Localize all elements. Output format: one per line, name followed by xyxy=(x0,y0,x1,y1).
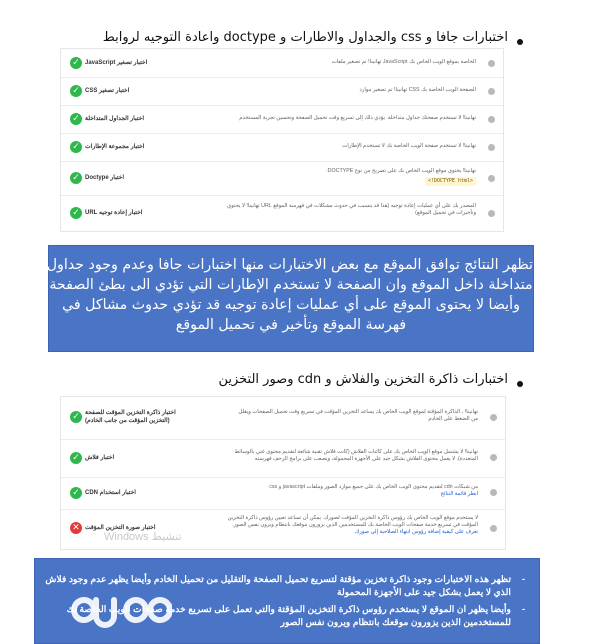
test-desc xyxy=(183,409,478,423)
info-icon[interactable] xyxy=(488,144,495,151)
test-row-page-cache xyxy=(61,397,505,440)
test-desc xyxy=(183,449,478,463)
results-list-link[interactable]: انظر قائمة النتائج xyxy=(440,491,478,497)
test-row-frameset xyxy=(61,133,503,162)
test-desc xyxy=(221,59,476,66)
summary-callout-1 xyxy=(48,245,534,352)
test-row-url-redirect xyxy=(61,195,503,231)
test-name: اختبار مجموعة الإطارات xyxy=(85,144,145,150)
check-icon: ✓ xyxy=(70,207,82,219)
section2-test-panel xyxy=(60,396,506,550)
check-icon: ✓ xyxy=(70,452,82,464)
test-desc-line: تهانينا! لا تستخدم صفحة الويب الخاصة بك لا تستخدم الإطارات xyxy=(342,143,476,149)
test-row-nested-tables xyxy=(61,105,503,134)
test-desc-line: المتعددة). لا يعمل محتوى الفلاش بشكل جيد على الأجهزة المحمولة، ويصعب على برامج الزحف فهرسته xyxy=(254,456,478,462)
test-desc-line: تهانينا! لا تستخدم صفحتك جداول متداخلة. يؤدي ذلك إلى تسريع وقت تحميل الصفحة وتحسين تجربة المستخدم xyxy=(239,115,476,121)
info-icon[interactable] xyxy=(488,210,495,217)
test-name: اختبار تصغير JavaScript xyxy=(85,60,148,66)
section1-test-panel xyxy=(60,48,504,232)
dash-icon: - xyxy=(521,574,525,584)
test-desc-line: المؤقت في تسريع خدمة صفحات الويب الخاصة بك للمستخدمين الذين يزورون موقعك بانتظام ويرون نفس الصور. xyxy=(232,522,478,528)
test-desc-line: المصدر بك على أي عمليات إعادة توجيه (هذا قد يتسبب في حدوث مشكلات في فهرسة الموقع URL تهانينا! لا يحتوي xyxy=(227,203,476,209)
cross-icon: ✕ xyxy=(70,522,82,534)
check-icon: ✓ xyxy=(70,113,82,125)
section2-heading: اختبارات ذاكرة التخزين والفلاش و cdn وصور التخزين xyxy=(218,372,508,387)
test-desc-line: لا يستخدم موقع الويب الخاص بك رؤوس ذاكرة التخزين المؤقت لصورك. يمكن أن تساعد تعيين رؤوس ذاكرة التخزين xyxy=(227,515,478,521)
test-desc xyxy=(203,484,478,498)
test-desc-line: من شبكات cdn لتقديم محتوى الويب الخاص بك على جميع موارد الصور وملفات javascript و css xyxy=(269,484,478,490)
test-name: اختبار إعادة توجيه URL xyxy=(85,210,143,216)
info-icon[interactable] xyxy=(488,60,495,67)
test-desc-line: وتأخيرات في تحميل الموقع) xyxy=(415,210,476,216)
bullet-icon xyxy=(517,381,523,387)
info-icon[interactable] xyxy=(488,88,495,95)
info-icon[interactable] xyxy=(490,414,497,421)
test-name: اختبار الجداول المتداخلة xyxy=(85,116,145,122)
windows-activation-watermark: تنشيط Windows xyxy=(104,531,182,543)
test-desc-line: من الضغط على الخادم xyxy=(428,416,478,422)
info-icon[interactable] xyxy=(490,525,497,532)
test-name: اختبار استخدام CDN xyxy=(85,490,136,496)
callout-item: - تظهر هذه الاختبارات وجود ذاكرة تخزين مؤقتة لتسريع تحميل الصفحة والتقليل من تحميل الخادم وأيضا يظهر عدم وجود فلاش الذي لا يعمل بشكل جيد على الأجهزة المحمولة xyxy=(45,574,525,597)
test-desc-line: الخاصة بموقع الويب الخاص بك JavaScript تهانينا! تم تصغير ملفات xyxy=(331,59,476,65)
callout-item: - وأيضا يظهر ان الموقع لا يستخدم رؤوس ذاكرة التخزين المؤقتة والتي تعمل على تسريع خدمة صفحات الويب الخاصة بك للمستخدمين الذين يزورون موقعك بانتظام ويرون نفس الصور xyxy=(66,604,525,627)
test-name: اختبار Doctype xyxy=(85,175,125,181)
check-icon: ✓ xyxy=(70,487,82,499)
test-name: اختبار صورة التخزين المؤقت xyxy=(85,525,156,531)
info-icon[interactable] xyxy=(490,489,497,496)
test-name: اختبار ذاكرة التخزين المؤقت للصفحة (التخزين المؤقت من جانب الخادم) xyxy=(85,410,176,424)
test-row-css-minify xyxy=(61,77,503,106)
dash-icon: - xyxy=(521,604,525,614)
test-row-cdn xyxy=(61,477,505,510)
callout-line: فهرسة الموقع وتأخير في تحميل الموقع xyxy=(175,317,407,333)
test-desc-line: تهانينا! يحتوي موقع الويب الخاص بك على تصريح من نوع DOCTYPE: xyxy=(326,168,476,174)
callout-line: تظهر النتائج توافق الموقع مع بعض الاختبارات منها اختبارات جافا وعدم وجود جداول xyxy=(46,257,533,273)
test-desc-line: تهانينا! ، الذاكرة المؤقتة لموقع الويب الخاص بك يساعد التخزين المؤقت في تسريع وقت تحميل الصفحات ويقلل xyxy=(238,409,478,415)
test-desc xyxy=(221,143,476,150)
test-name: اختبار فلاش xyxy=(85,455,115,461)
test-row-doctype xyxy=(61,161,503,196)
info-icon[interactable] xyxy=(490,454,497,461)
info-icon[interactable] xyxy=(488,116,495,123)
test-row-image-cache xyxy=(61,509,505,549)
check-icon: ✓ xyxy=(70,57,82,69)
test-desc-line: الصفحة الويب الخاصة بك CSS تهانينا! تم تصغير موارد xyxy=(359,87,476,93)
test-desc-line: تهانينا! لا يشتمل موقع الويب الخاص بك على كائنات الفلاش (كانت فلاش تقنية شائعة لتقديم محتوى غني بالوسائط xyxy=(234,449,478,455)
check-icon: ✓ xyxy=(70,172,82,184)
test-desc xyxy=(211,168,476,186)
test-desc xyxy=(191,515,478,536)
check-icon: ✓ xyxy=(70,141,82,153)
test-row-flash xyxy=(61,439,505,478)
check-icon: ✓ xyxy=(70,85,82,97)
test-desc xyxy=(201,203,476,217)
callout-line: وأيضا لا يحتوى الموقع على أي عمليات إعادة توجيه قد تؤدي حدوث مشاكل في xyxy=(62,297,520,313)
test-name: اختبار تصغير CSS xyxy=(85,88,130,94)
info-icon[interactable] xyxy=(488,175,495,182)
bullet-icon xyxy=(517,39,523,45)
callout-line: متداخلة داخل الموقع وان الصفحة لا تستخدم الإطارات التي تؤدي الى بطئ الصفحة xyxy=(49,277,533,293)
doctype-code: <!DOCTYPE html> xyxy=(425,177,476,186)
logo-watermark-icon xyxy=(60,570,172,634)
test-desc xyxy=(181,115,476,122)
learn-expires-headers-link[interactable]: تعرف على كيفية إضافة رؤوس انتهاء الصلاحية إلى صورك xyxy=(354,529,478,535)
test-desc xyxy=(221,87,476,94)
section1-heading: اختبارات جافا و css والجداول والاطارات و doctype واعادة التوجيه لروابط xyxy=(102,30,508,45)
test-row-js-minify xyxy=(61,49,503,78)
check-icon: ✓ xyxy=(70,411,82,423)
